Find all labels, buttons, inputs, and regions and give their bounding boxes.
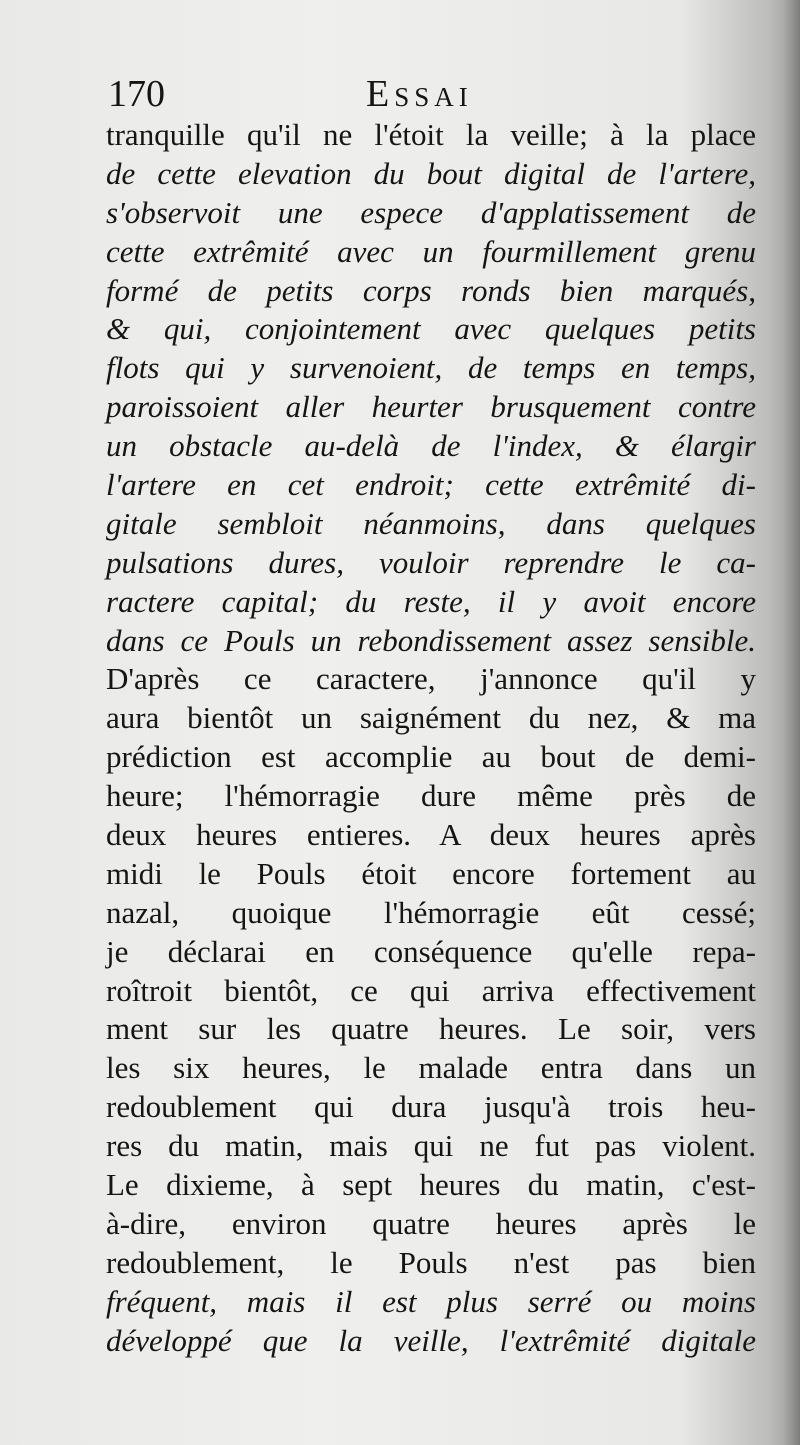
text-line: midi le Pouls étoit encore fortement au — [106, 855, 756, 891]
running-head — [108, 70, 758, 118]
page-number: 170 — [108, 73, 165, 115]
text-line: redoublement qui dura jusqu'à trois heu- — [106, 1089, 756, 1125]
text-line: je déclarai en conséquence qu'elle repa- — [106, 933, 756, 969]
body-text — [106, 116, 756, 1361]
text-line: roîtroit bientôt, ce qui arriva effectivement — [106, 972, 756, 1008]
text-line: res du matin, mais qui ne fut pas violent. — [106, 1128, 756, 1164]
text-line: Le dixieme, à sept heures du matin, c'est- — [106, 1167, 756, 1203]
text-line: pulsations dures, vouloir reprendre le ca- — [106, 544, 756, 580]
text-line: à-dire, environ quatre heures après le — [106, 1205, 756, 1241]
text-line: D'après ce caractere, j'annonce qu'il y — [106, 661, 756, 697]
text-line: nazal, quoique l'hémorragie eût cessé; — [106, 894, 756, 930]
text-line: & qui, conjointement avec quelques petits — [106, 311, 756, 347]
text-line: gitale sembloit néanmoins, dans quelques — [106, 505, 756, 541]
page-gutter — [782, 0, 800, 1445]
text-line: cette extrêmité avec un fourmillement grenu — [106, 233, 756, 269]
text-line: développé que la veille, l'extrêmité digitale — [106, 1322, 756, 1358]
text-line: prédiction est accomplie au bout de demi- — [106, 739, 756, 775]
text-line: ment sur les quatre heures. Le soir, vers — [106, 1011, 756, 1047]
text-line: flots qui y survenoient, de temps en temps, — [106, 350, 756, 386]
text-line: aura bientôt un saignément du nez, & ma — [106, 700, 756, 736]
text-line: heure; l'hémorragie dure même près de — [106, 778, 756, 814]
text-line: paroissoient aller heurter brusquement contre — [106, 389, 756, 425]
text-line: tranquille qu'il ne l'étoit la veille; à la place — [106, 117, 756, 152]
text-line: redoublement, le Pouls n'est pas bien — [106, 1244, 756, 1280]
text-line: de cette elevation du bout digital de l'artere, — [106, 155, 756, 191]
text-line: fréquent, mais il est plus serré ou moins — [106, 1283, 756, 1319]
text-line: formé de petits corps ronds bien marqués, — [106, 272, 756, 308]
text-line: dans ce Pouls un rebondissement assez sensible. — [106, 622, 756, 658]
text-line: s'observoit une espece d'applatissement de — [106, 194, 756, 230]
text-line: deux heures entieres. A deux heures après — [106, 817, 756, 853]
text-line: les six heures, le malade entra dans un — [106, 1050, 756, 1086]
running-title: Essai — [366, 73, 473, 115]
text-line: un obstacle au-delà de l'index, & élargir — [106, 428, 756, 464]
text-line: ractere capital; du reste, il y avoit encore — [106, 583, 756, 619]
text-line: l'artere en cet endroit; cette extrêmité di- — [106, 467, 756, 503]
